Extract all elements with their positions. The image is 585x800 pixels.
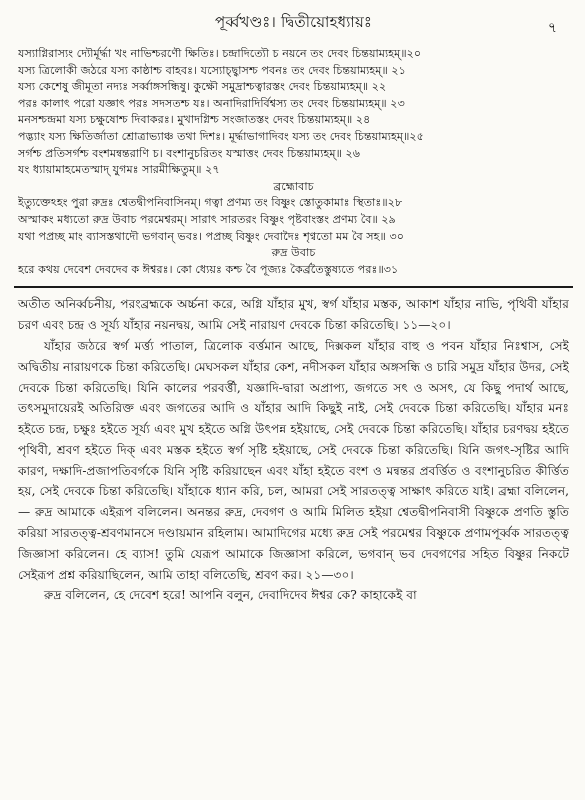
verse-line-24: মনসশ্চন্দ্রমা যস্য চক্ষুষোশ্চ দিবাকরঃ। মুখাদগ্নিশ্চ সংজাতস্তং দেবং চিন্তয়াম্যহম্॥ ২৪	[18, 113, 371, 127]
running-header: পূর্ব্বখণ্ডঃ। দ্বিতীয়োহধ্যায়ঃ	[214, 12, 373, 31]
section-divider	[14, 286, 573, 288]
sanskrit-verses	[18, 46, 569, 278]
speaker-heading-rudra: রুদ্র উবাচ	[271, 246, 316, 260]
bengali-translation	[18, 294, 569, 606]
verse-line-25: পদ্ভ্যাং যস্য ক্ষিতির্জাতা শ্রোত্রাভ্যাঞ্চ তথা দিশঃ। মূর্দ্ধাভাগাদিবং যস্য তং দেবং চিন্তয়াম্যহম্॥২৫	[18, 129, 424, 143]
translation-paragraph: যাঁহার জঠরে স্বর্গ মর্ত্ত্য পাতাল, ত্রিলোক বর্ত্তমান আছে, দিক্সকল যাঁহার বাহু ও পবন যাঁহার নিঃশ্বাস, সেই অদ্বিতীয় নারায়ণকে চিন্তা করিতেছি। মেঘসকল যাঁহার কেশ, নদীসকল যাঁহার অঙ্গসন্ধি ও চারি সমুদ্র যাঁহার উদর, সেই দেবকে চিন্তা করিতেছি। যিনি কালের পরবর্ত্তী, যজ্ঞাদি-দ্বারা অপ্রাপ্য, জগতে সৎ ও অসৎ, যে কিছু পদার্থ আছে, তৎসমুদায়েরই অতিরিক্ত এবং জগতের আদি ও যাঁহার আদি কিছুই নাই, সেই দেবকে চিন্তা করিতেছি। যাঁহার মনঃ হইতে চন্দ্র, চক্ষুঃ হইতে সূর্য্য এবং মুখ হইতে অগ্নি উৎপন্ন হইয়াছে, সেই দেবকে চিন্তা করিতেছি। যাঁহার চরণদ্বয় হইতে পৃথিবী, শ্রবণ হইতে দিক্ এবং মস্তক হইতে স্বর্গ সৃষ্টি হইয়াছে, সেই দেবকে চিন্তা করিতেছি। যিনি জগৎ-সৃষ্টির আদি কারণ, দক্ষাদি-প্রজাপতিবর্গকে যিনি সৃষ্টি করিয়াছেন এবং যাঁহা হইতে বংশ ও মন্বন্তর প্রবর্ত্তিত ও বংশানুচরিত কীর্ত্তিত হয়, সেই দেবকে চিন্তা করিতেছি। যাঁহাকে ধ্যান করি, চল, আমরা সেই সারতত্ত্ব সাক্ষাৎ করিতে যাই। ব্রহ্মা বলিলেন,— রুদ্র আমাকে এইরূপ বলিলেন। অনন্তর রুদ্র, দেবগণ ও আমি মিলিত হইয়া শ্বেতদ্বীপনিবাসী বিষ্ণুকে প্রণতি স্তুতি করিয়া সারতত্ত্ব-শ্রবণমানসে দণ্ডায়মান রহিলাম। আমাদিগের মধ্যে রুদ্র সেই পরমেশ্বর বিষ্ণুকে প্রণামপূর্ব্বক সারতত্ত্ব জিজ্ঞাসা করিলেন। হে ব্যাস! তুমি যেরূপ আমাকে জিজ্ঞাসা করিলে, ভগবান্ ভব দেবগণের সহিত বিষ্ণুর নিকটে সেইরূপ প্রশ্ন করিয়াছিলেন, আমি তাহা বলিতেছি, শ্রবণ কর। ২১—৩০।	[18, 338, 569, 582]
verse-line-21: যস্য ত্রিলোকী জঠরে যস্য কাষ্ঠাশ্চ বাহবঃ। যস্যোচ্ছ্বাসশ্চ পবনঃ তং দেবং চিন্তয়াম্যহম্॥ ২১	[18, 63, 406, 77]
verse-line-29: অস্মাকং মধ্যতো রুদ্র উবাচ পরমেশ্বরম্। সারাৎ সারতরং বিষ্ণুং পৃষ্টবাংস্তং প্রণম্য বৈ॥ ২৯	[18, 212, 396, 226]
translation-paragraph: রুদ্র বলিলেন, হে দেবেশ হরে! আপনি বলুন, দেবাদিদেব ঈশ্বর কে? কাহাকেই বা	[44, 588, 417, 603]
verse-line-23: পরঃ কালাৎ পরো যজ্ঞাৎ পরঃ সদসতশ্চ যঃ। অনাদিরাদির্বিশ্বস্য তং দেবং চিন্তয়াম্যহম্॥ ২৩	[18, 96, 405, 110]
verse-line-30: যথা পপ্রচ্ছ মাং ব্যাসস্তথাদৌ ভগবান্ ভবঃ। পপ্রচ্ছ বিষ্ণুং দেবাদৈঃ শৃণ্বতো মম বৈ সহ॥ ৩০	[18, 229, 404, 243]
verse-line-22: যস্য কেশেষু জীমূতা নদ্যঃ সর্ব্বাঙ্গসন্ধিষু। কুক্ষৌ সমুদ্রাশ্চত্বারস্তং দেবং চিন্তয়াম্যহম্॥ ২২	[18, 80, 387, 94]
page-header	[18, 0, 569, 46]
page-number: ৭	[547, 20, 557, 36]
speaker-heading-brahma: ব্রহ্মোবাচ	[273, 179, 314, 193]
verse-line-20: যস্যাগ্নিরাস্যং দ্যৌর্মূর্দ্ধা খং নাভিশ্চরণৌ ক্ষিতিঃ। চন্দ্রাদিত্যৌ চ নয়নে তং দেবং চিন্তয়াম্যহম্॥২০	[18, 47, 422, 60]
verse-line-31: হরে কথয় দেবেশ দেবদেব ক ঈশ্বরঃ। কো ধ্যেয়ঃ কশ্চ বৈ পূজ্যঃ কৈর্ব্রতৈস্তুষ্যতে পরঃ॥৩১	[18, 262, 399, 276]
translation-paragraph: অতীত অনির্ব্বচনীয়, পরংব্রহ্মকে অর্চ্চনা করে, অগ্নি যাঁহার মুখ, স্বর্গ যাঁহার মস্তক, আকাশ যাঁহার নাভি, পৃথিবী যাঁহার চরণ এবং চন্দ্র ও সূর্য্য যাঁহার নয়নদ্বয়, আমি সেই নারায়ণ দেবকে চিন্তা করিতেছি। ১১—২০।	[18, 297, 569, 333]
verse-line-28: ইত্যুক্তেঽহং পুরা রুদ্রঃ শ্বেতদ্বীপনিবাসিনম্। গত্বা প্রণম্য তং বিষ্ণুং স্তোতুকামাঃ স্থিতাঃ॥২৮	[18, 196, 403, 210]
verse-line-26: সর্গশ্চ প্রতিসর্গশ্চ বংশমন্বন্তরাণি চ। বংশানুচরিতং যস্মাত্তং দেবং চিন্তয়াম্যহম্॥ ২৬	[18, 146, 361, 160]
verse-line-27: যং ধ্যায়ামাহমেতস্মাদ্ যুগমঃ সারমীক্ষিতুম্॥ ২৭	[18, 163, 220, 177]
